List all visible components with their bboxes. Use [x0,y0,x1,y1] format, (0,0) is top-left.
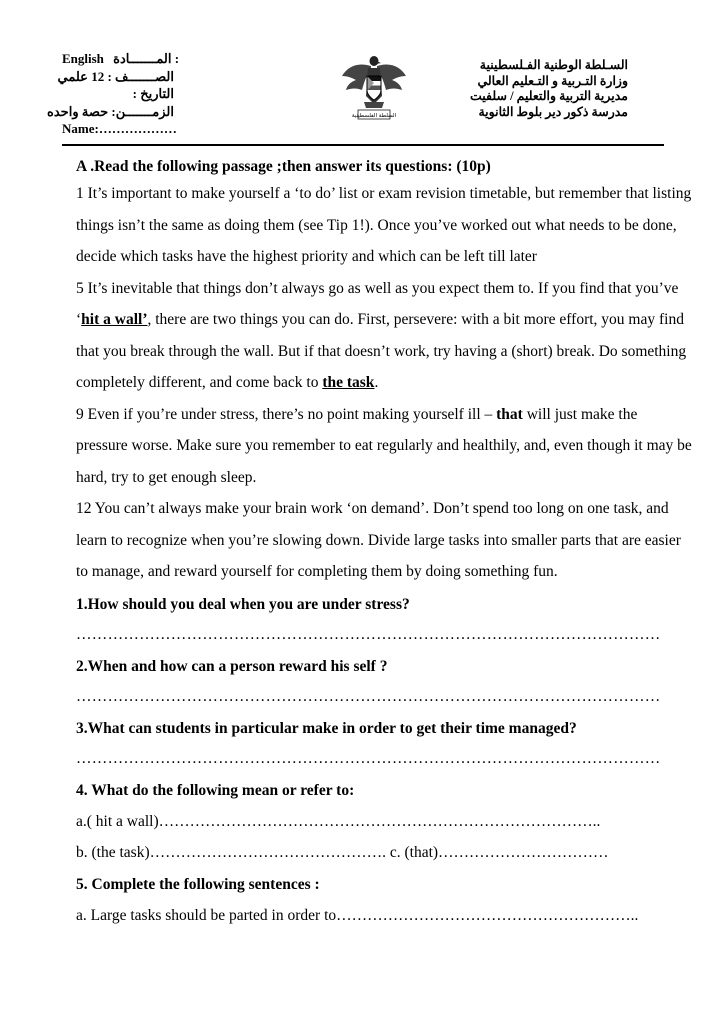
class-value: 12 علمي [57,68,105,84]
ref-hit-a-wall: hit a wall’ [81,311,148,328]
header-right-block [470,58,628,120]
passage-text: , there are two things you can do. First, persevere: with a bit more effort, you may find that you break through the wall. But if that doesn’t work, try having a (short) break. Do something completely different, and come back to [76,311,687,391]
question-5a-line[interactable]: a. Large tasks should be parted in order to………………………………………………….. [76,906,639,924]
passage-paragraph-2 [76,273,692,399]
palestinian-eagle-emblem-icon [338,52,410,122]
directorate-line: مديرية التربية والتعليم / سلفيت [469,89,628,103]
time-value: حصة واحده [47,103,109,119]
reading-passage [76,178,692,588]
passage-text: will just make the pressure worse. Make sure you remember to eat regularly and healthily, and, even though it may be hard, try to get enough sleep. [76,405,692,486]
date-row [62,85,174,103]
class-label: الصـــــــف : [107,68,174,84]
date-label: التاريخ : [132,86,174,101]
section-a-title: A .Read the following passage ;then answer its questions: (10p) [76,158,491,175]
question-2: 2.When and how can a person reward his self ? [76,657,388,675]
name-row [62,120,179,138]
time-label: الزمـــــــن: [111,103,174,119]
question-3: 3.What can students in particular make in order to get their time managed? [76,719,577,737]
header-left-block [47,50,180,138]
name-label: Name:……………… [62,121,177,136]
ref-the-task: the task [322,374,375,391]
answer-line-2[interactable]: ………………………………………………………………………………………………… [76,687,661,705]
ministry-line: وزارة التـربية و التـعليم العالي [477,73,628,88]
subject-row [62,50,179,68]
subject-value: English [62,51,104,66]
emblem-caption: السلطة الفلسطينية [351,113,397,119]
subject-label: المـــــــادة : [113,51,180,66]
header-divider [62,144,664,146]
passage-paragraph-3 [76,399,692,494]
question-4a-line[interactable]: a.( hit a wall)………………………………………………………………………….. [76,812,601,830]
worksheet-content [76,156,692,931]
authority-line: السـلطة الوطنية الفـلسطينية [479,58,628,72]
question-4: 4. What do the following mean or refer to: [76,781,355,799]
time-row [47,103,174,121]
question-4b-line[interactable]: b. (the task)………………………………………. c. (that)…………………………… [76,843,609,861]
question-1: 1.How should you deal when you are under stress? [76,595,410,613]
answer-line-3[interactable]: ………………………………………………………………………………………………… [76,749,661,767]
passage-text: 9 Even if you’re under stress, there’s no point making yourself ill – [76,405,497,423]
passage-paragraph-1: 1 It’s important to make yourself a ‘to do’ list or exam revision timetable, but remember that listing things isn’t the same as doing them (see Tip 1!). Once you’ve worked out what needs to be done, decide which tasks have the highest priority and which can be left till later [76,185,692,265]
passage-text: 5 It’s inevitable that things don’t always go as well as you expect them to. If you find that you’ve ‘ [76,279,679,328]
question-5: 5. Complete the following sentences : [76,875,320,893]
passage-text: . [374,374,379,391]
school-line: مدرسة ذكور دير بلوط الثانوية [478,104,628,119]
passage-paragraph-4: 12 You can’t always make your brain work ‘on demand’. Don’t spend too long on one task, and learn to recognize when you’re slowing down. Divide large tasks into smaller parts that are easier to manage, and reward yourself for completing them by doing something fun. [76,500,681,580]
ref-that: that [496,405,523,423]
answer-line-1[interactable]: ………………………………………………………………………………………………… [76,625,661,643]
class-row [57,68,174,86]
